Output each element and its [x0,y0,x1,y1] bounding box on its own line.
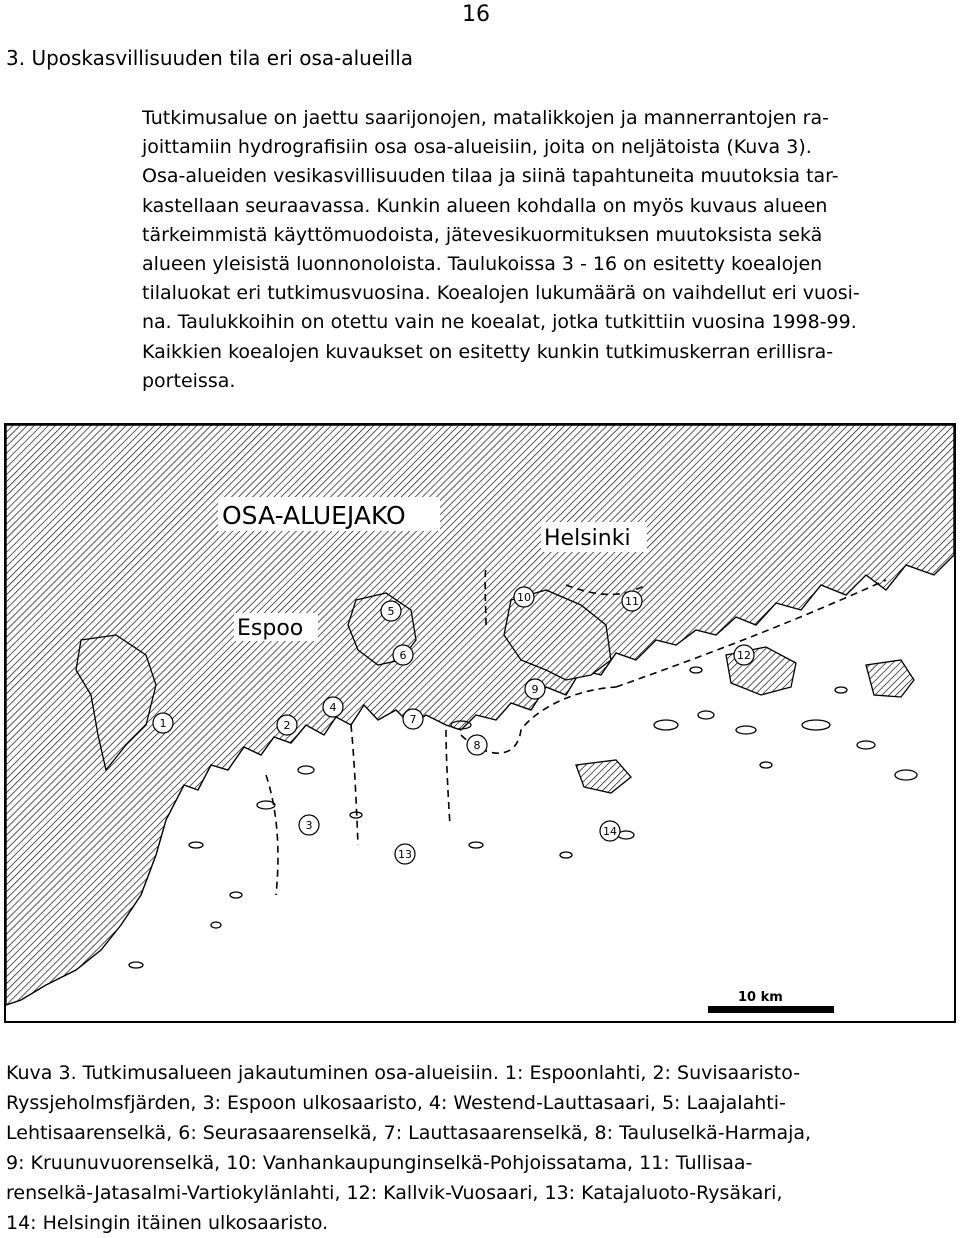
paragraph-line: kastellaan seuraavassa. Kunkin alueen kohdalla on myös kuvaus alueen [142,194,828,217]
paragraph-line: joittamiin hydrografisiin osa osa-alueisiin, joita on neljätoista (Kuva 3). [142,136,812,159]
area-number-1: 1 [159,717,167,730]
paragraph-line: na. Taulukkoihin on otettu vain ne koealat, jotka tutkittiin vuosina 1998-99. [142,311,857,334]
area-number-9: 9 [531,683,539,696]
caption-line: renselkä-Jatasalmi-Vartiokylänlahti, 12: Kallvik-Vuosaari, 13: Katajaluoto-Rysäkari, [6,1182,783,1204]
island [576,760,631,793]
paragraph-line: Tutkimusalue on jaettu saarijonojen, matalikkojen ja mannerrantojen ra- [142,107,829,129]
area-marker-2 [277,715,297,735]
area-marker-3 [299,815,319,835]
paragraph-line: tärkeimmistä käyttömuodoista, jätevesikuormituksen muutoksista sekä [142,223,823,246]
area-marker-9 [525,679,545,699]
area-number-14: 14 [603,825,617,838]
area-number-5: 5 [387,605,395,618]
area-marker-12 [734,645,754,665]
area-marker-4 [323,697,343,717]
island [866,660,914,697]
area-number-2: 2 [283,719,291,732]
place-label-espoo: Espoo [237,616,304,641]
area-number-11: 11 [625,595,639,608]
area-marker-13 [395,844,415,864]
area-marker-5 [381,601,401,621]
area-marker-7 [403,709,423,729]
area-number-4: 4 [329,701,337,714]
scale-bar [708,990,834,1013]
area-number-12: 12 [737,649,751,662]
area-number-13: 13 [398,848,412,861]
caption-line: Ryssjeholmsfjärden, 3: Espoon ulkosaaristo, 4: Westend-Lauttasaari, 5: Laajalahti- [6,1092,786,1114]
figure-caption [6,1058,956,1238]
map-figure [6,425,954,1021]
area-number-10: 10 [517,591,531,604]
area-number-6: 6 [399,649,407,662]
paragraph-line: alueen yleisistä luonnonoloista. Taulukoissa 3 - 16 on esitetty koealojen [142,253,823,276]
paragraph-line: tilaluokat eri tutkimusvuosina. Koealojen lukumäärä on vaihdellut eri vuosi- [142,282,860,305]
caption-line: Lehtisaarenselkä, 6: Seurasaarenselkä, 7: Lauttasaarenselkä, 8: Tauluselkä-Harmaja, [6,1122,812,1144]
place-label-helsinki: Helsinki [544,526,631,551]
page-number: 16 [462,2,490,27]
area-marker-1 [153,713,173,733]
area-number-8: 8 [473,739,481,752]
map-title: OSA-ALUEJAKO [222,501,406,530]
area-marker-11 [622,591,642,611]
paragraph-line: Kaikkien koealojen kuvaukset on esitetty kunkin tutkimuskerran erillisra- [142,340,834,363]
sub-area-map [4,423,956,1023]
area-marker-14 [600,821,620,841]
area-marker-10 [514,587,534,607]
caption-line: Kuva 3. Tutkimusalueen jakautuminen osa-alueisiin. 1: Espoonlahti, 2: Suvisaaristo- [6,1062,801,1084]
paragraph-line: porteissa. [142,369,236,392]
caption-line: 14: Helsingin itäinen ulkosaaristo. [6,1212,329,1234]
caption-line: 9: Kruunuvuorenselkä, 10: Vanhankaupunginselkä-Pohjoissatama, 11: Tullisaa- [6,1152,753,1174]
area-number-7: 7 [409,713,417,726]
area-marker-8 [467,735,487,755]
area-marker-6 [393,645,413,665]
section-heading: 3. Uposkasvillisuuden tila eri osa-alueilla [6,46,414,70]
paragraph-line: Osa-alueiden vesikasvillisuuden tilaa ja siinä tapahtuneita muutoksia tar- [142,165,839,188]
body-paragraph [142,104,932,396]
area-number-3: 3 [305,819,313,832]
scale-label: 10 km [738,990,783,1005]
